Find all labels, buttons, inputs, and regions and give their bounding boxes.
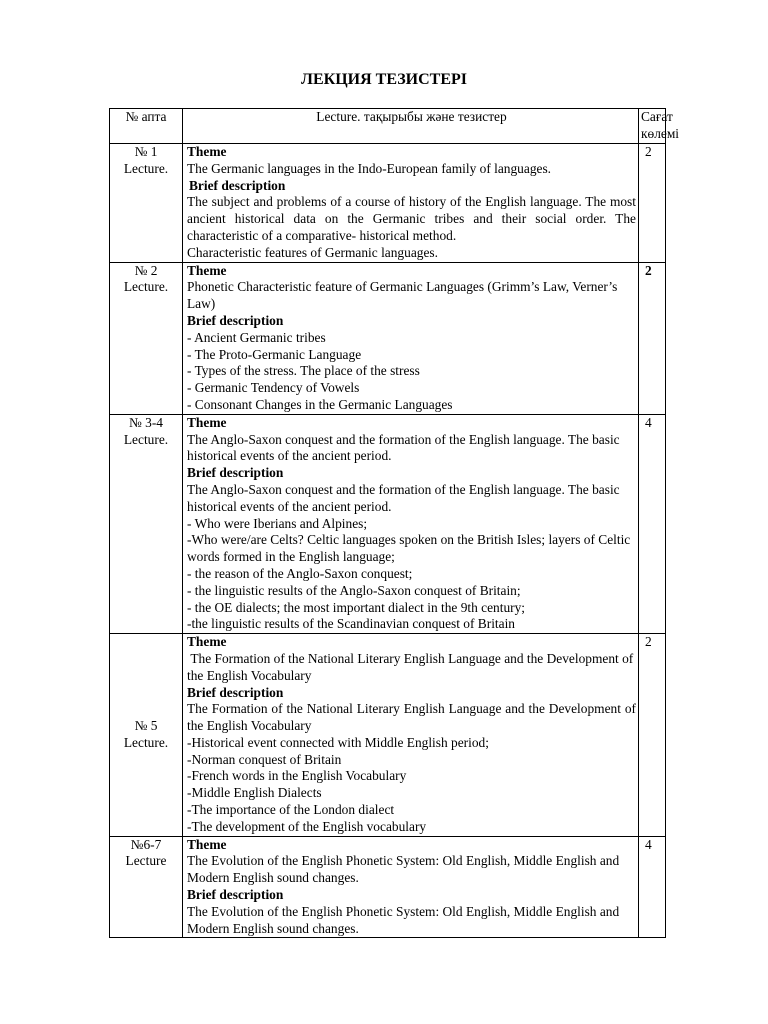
week-lecture-label: Lecture.	[123, 279, 169, 295]
table-row	[110, 414, 666, 633]
desc-line: The Formation of the National Literary English Language and the Development of the English Vocabulary	[187, 701, 636, 734]
desc-line: - the linguistic results of the Anglo-Saxon conquest of Britain;	[187, 582, 521, 598]
desc-line: - Who were Iberians and Alpines;	[187, 515, 368, 531]
table-row	[110, 262, 666, 414]
week-lecture-label: Lecture.	[123, 160, 169, 176]
table-row	[110, 836, 666, 938]
lecture-table	[109, 108, 680, 938]
header-hours-line1: Сағат	[641, 109, 673, 124]
desc-line: -Who were/are Celts? Celtic languages spoken on the British Isles; layers of Celtic words formed in the English language;	[187, 532, 631, 565]
desc-line: -The importance of the London dialect	[187, 802, 395, 818]
week-cell	[110, 634, 183, 837]
theme-label: Theme	[187, 634, 227, 650]
week-lecture-label: Lecture.	[123, 734, 169, 750]
week-number: № 3-4	[129, 414, 163, 430]
week-number: № 2	[134, 262, 158, 278]
desc-line: -the linguistic results of the Scandinavian conquest of Britain	[187, 616, 515, 632]
theme-text: The Anglo-Saxon conquest and the formation of the English language. The basic historical events of the ancient period.	[187, 431, 620, 464]
content-cell	[183, 144, 639, 263]
theme-label: Theme	[187, 262, 227, 278]
week-number: № 1	[134, 144, 158, 159]
desc-line: -Norman conquest of Britain	[187, 751, 342, 767]
desc-line: -Historical event connected with Middle English period;	[187, 734, 489, 750]
theme-label: Theme	[187, 414, 227, 430]
header-week: № апта	[110, 109, 183, 144]
brief-label: Brief description	[187, 312, 284, 328]
week-number: №6-7	[130, 836, 162, 852]
week-cell	[110, 262, 183, 414]
header-content: Lecture. тақырыбы және тезистер	[183, 109, 639, 144]
week-cell	[110, 836, 183, 938]
desc-line: - Ancient Germanic tribes	[187, 329, 326, 345]
content-cell	[183, 634, 639, 837]
theme-text: The Germanic languages in the Indo-European family of languages.	[187, 160, 552, 176]
theme-label: Theme	[187, 144, 227, 159]
brief-label: Brief description	[187, 465, 284, 481]
week-lecture-label: Lecture.	[123, 431, 169, 447]
desc-line: - Germanic Tendency of Vowels	[187, 380, 360, 396]
hours-cell: 2	[639, 262, 666, 414]
theme-text: The Evolution of the English Phonetic System: Old English, Middle English and Modern English sound changes.	[187, 853, 620, 886]
hours-cell: 4	[639, 836, 666, 938]
desc-line: The Evolution of the English Phonetic System: Old English, Middle English and Modern English sound changes.	[187, 903, 620, 936]
theme-label: Theme	[187, 836, 227, 852]
header-hours	[639, 109, 680, 144]
week-cell	[110, 414, 183, 633]
week-cell	[110, 144, 183, 263]
hours-cell: 2	[639, 144, 666, 263]
desc-line: - Consonant Changes in the Germanic Languages	[187, 396, 453, 412]
desc-line: -French words in the English Vocabulary	[187, 768, 407, 784]
table-row	[110, 144, 666, 263]
header-hours-line2: көлемі	[641, 125, 680, 141]
content-cell	[183, 262, 639, 414]
table-header-row	[110, 109, 666, 144]
desc-line: - The Proto-Germanic Language	[187, 346, 362, 362]
theme-text: Phonetic Characteristic feature of Germanic Languages (Grimm’s Law, Verner’s Law)	[187, 279, 618, 312]
brief-label: Brief description	[189, 177, 286, 193]
week-number: № 5	[134, 718, 158, 734]
theme-text: The Formation of the National Literary English Language and the Development of the English Vocabulary	[187, 650, 637, 683]
desc-line: The subject and problems of a course of history of the English language. The most ancient historical data on the Germanic tribes and their social order. The characteristic of a comparative- historical method.	[187, 194, 636, 243]
hours-cell: 2	[639, 634, 666, 837]
content-cell	[183, 836, 639, 938]
desc-line: - the reason of the Anglo-Saxon conquest;	[187, 565, 413, 581]
desc-line: -The development of the English vocabulary	[187, 818, 427, 834]
desc-line: Characteristic features of Germanic languages.	[187, 244, 438, 260]
table-row	[110, 634, 666, 837]
desc-line: -Middle English Dialects	[187, 785, 322, 801]
desc-line: - the OE dialects; the most important dialect in the 9th century;	[187, 599, 526, 615]
page-title: ЛЕКЦИЯ ТЕЗИСТЕРІ	[301, 71, 467, 88]
week-lecture-label: Lecture	[125, 853, 167, 869]
desc-line: The Anglo-Saxon conquest and the formation of the English language. The basic historical events of the ancient period.	[187, 481, 620, 514]
desc-line: - Types of the stress. The place of the stress	[187, 363, 420, 379]
hours-cell: 4	[639, 414, 666, 633]
content-cell	[183, 414, 639, 633]
brief-label: Brief description	[187, 684, 284, 700]
brief-label: Brief description	[187, 887, 284, 903]
